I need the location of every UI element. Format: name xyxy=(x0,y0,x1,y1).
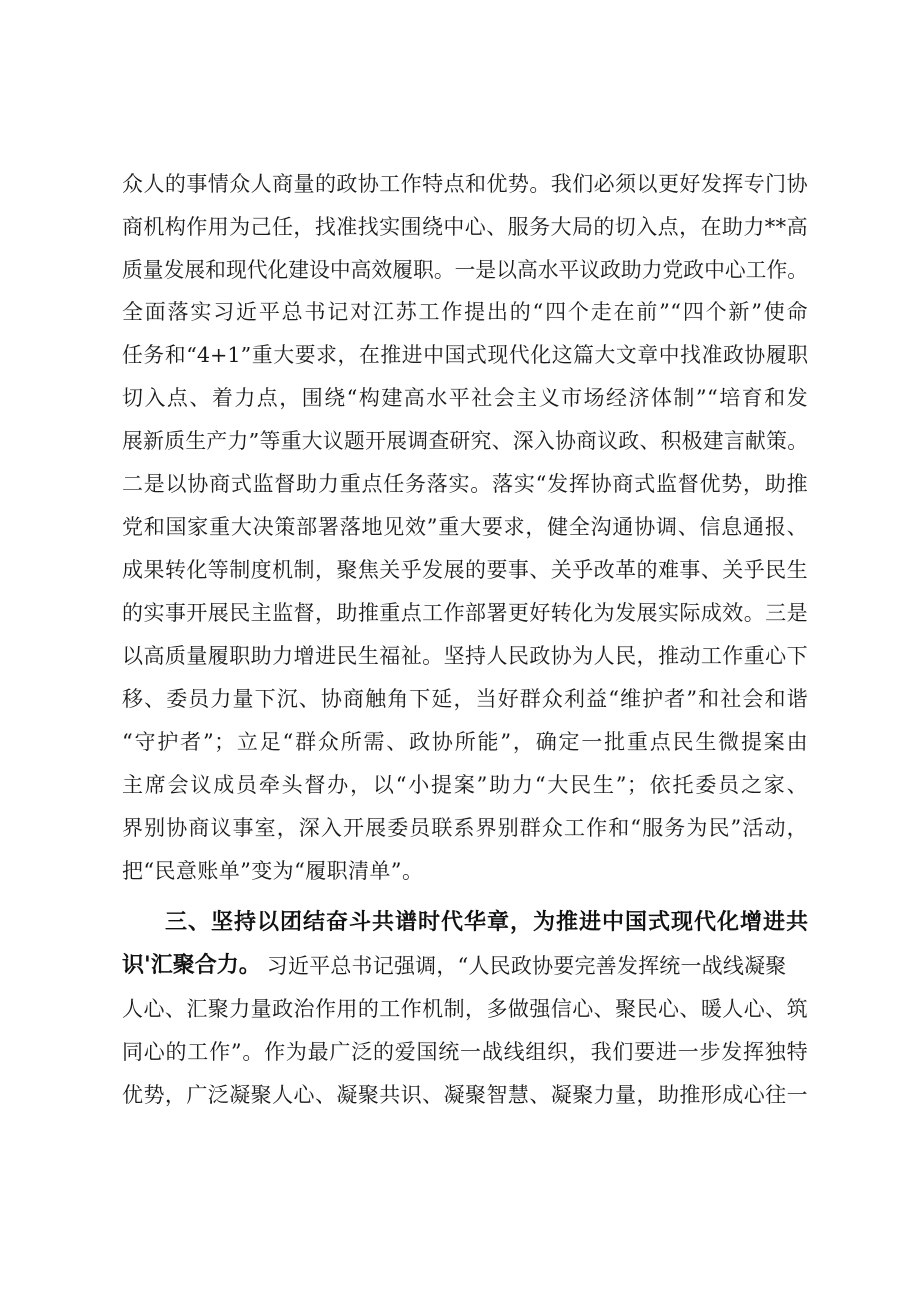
paragraph-line: 成果转化等制度机制，聚焦关乎发展的要事、关乎改革的难事、关乎民生 xyxy=(122,558,808,582)
section-body-first-line: 习近平总书记强调，“人民政协要完善发挥统一战线凝聚 xyxy=(266,954,787,978)
paragraph-line: 质量发展和现代化建设中高效履职。一是以高水平议政助力党政中心工作。 xyxy=(122,258,808,282)
paragraph-line: 人心、汇聚力量政治作用的工作机制，多做强信心、聚民心、暖人心、筑 xyxy=(122,997,808,1021)
paragraph-line: 任务和“4+1”重大要求，在推进中国式现代化这篇大文章中找准政协履职 xyxy=(122,343,808,367)
paragraph-line: 优势，广泛凝聚人心、凝聚共识、凝聚智慧、凝聚力量，助推形成心往一 xyxy=(122,1083,808,1107)
section-heading-continuation-line xyxy=(122,952,808,980)
paragraph-line: 党和国家重大决策部署落地见效”重大要求，健全沟通协调、信息通报、 xyxy=(122,515,808,539)
paragraph-line: 把“民意账单”变为“履职清单”。 xyxy=(122,859,424,883)
paragraph-line: 众人的事情众人商量的政协工作特点和优势。我们必须以更好发挥专门协 xyxy=(122,172,808,196)
paragraph-line: 同心的工作”。作为最广泛的爱国统一战线组织，我们要进一步发挥独特 xyxy=(122,1040,808,1064)
paragraph-line: 展新质生产力”等重大议题开展调查研究、深入协商议政、积极建言献策。 xyxy=(122,429,808,453)
paragraph-line: 切入点、着力点，围绕“构建高水平社会主义市场经济体制”“培育和发 xyxy=(122,386,808,410)
paragraph-line: 全面落实习近平总书记对江苏工作提出的“四个走在前”“四个新”使命 xyxy=(122,300,808,324)
paragraph-line: 主席会议成员牵头督办，以“小提案”助力“大民生”；依托委员之家、 xyxy=(122,773,808,797)
section-heading: 三、坚持以团结奋斗共谱时代华章，为推进中国式现代化增进共 xyxy=(165,910,808,935)
paragraph-line: 界别协商议事室，深入开展委员联系界别群众工作和“服务为民”活动， xyxy=(122,816,808,840)
paragraph-line: “守护者”；立足“群众所需、政协所能”，确定一批重点民生微提案由 xyxy=(122,730,808,754)
paragraph-line: 二是以协商式监督助力重点任务落实。落实“发挥协商式监督优势，助推 xyxy=(122,472,808,496)
section-heading-tail: 识'汇聚合力。 xyxy=(122,953,261,978)
paragraph-line: 移、委员力量下沉、协商触角下延，当好群众利益“维护者”和社会和谐 xyxy=(122,687,808,711)
paragraph-line: 的实事开展民主监督，助推重点工作部署更好转化为发展实际成效。三是 xyxy=(122,601,808,625)
paragraph-line: 以高质量履职助力增进民生福祉。坚持人民政协为人民，推动工作重心下 xyxy=(122,644,808,668)
paragraph-line: 商机构作用为己任，找准找实围绕中心、服务大局的切入点，在助力**高 xyxy=(122,215,808,239)
